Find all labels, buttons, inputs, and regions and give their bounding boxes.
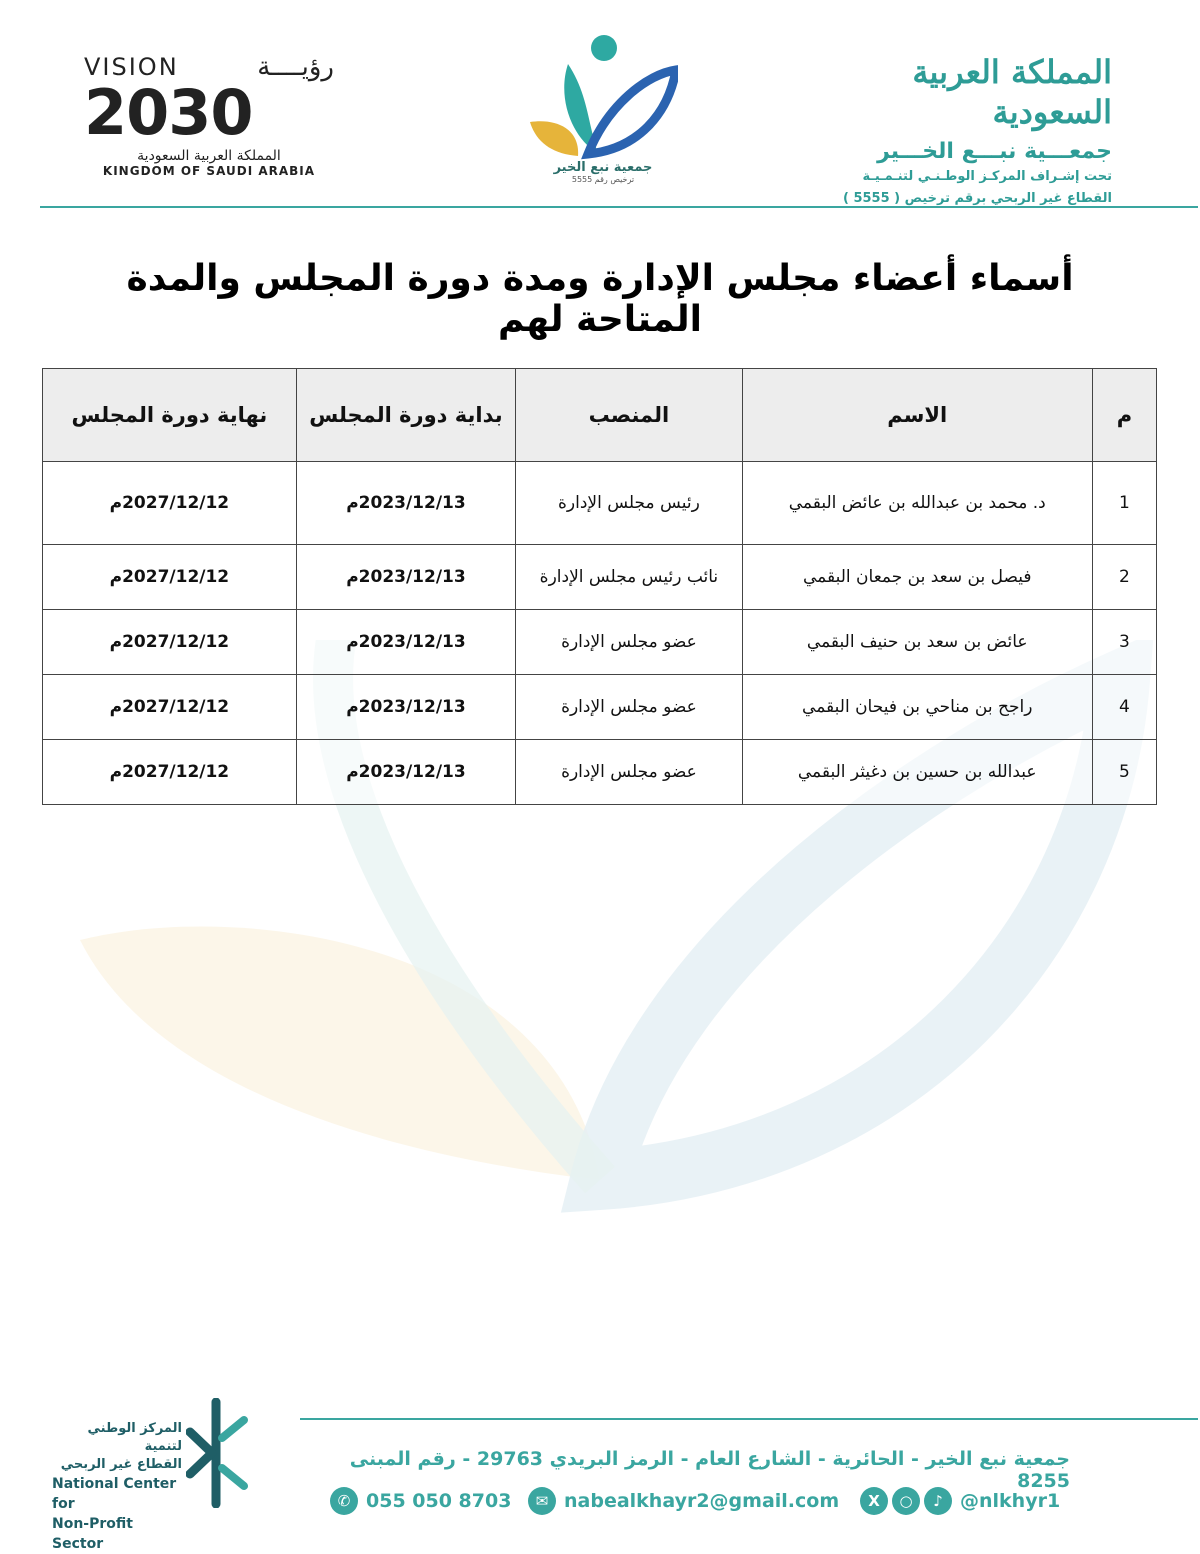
vision-year [84, 76, 334, 149]
header-name: الاسم [742, 369, 1092, 462]
license-line: القطاع غير الربحي برقم ترخيص ( 5555 ) [842, 191, 1112, 206]
table-row [43, 610, 1157, 675]
cell-name: عبدالله بن حسين بن دغيثر البقمي [742, 740, 1092, 805]
vision-en: VISION [84, 53, 179, 81]
cell-start: 2023/12/13م [296, 545, 515, 610]
cell-end: 2027/12/12م [43, 545, 297, 610]
vision-year-text: 2030 [84, 76, 253, 149]
cell-start: 2023/12/13م [296, 610, 515, 675]
social-contact[interactable] [860, 1484, 1060, 1518]
email-address: nabealkhayr2@gmail.com [564, 1490, 840, 1512]
table-row [43, 462, 1157, 545]
footer-address: جمعية نبع الخير - الحائرية - الشارع العام - الرمز البريدي 29763 - رقم المبنى 8255 [349, 1448, 1070, 1492]
tiktok-icon: ♪ [924, 1487, 952, 1515]
cell-position: نائب رئيس مجلس الإدارة [516, 545, 743, 610]
association-logo-caption [528, 160, 678, 184]
phone-contact[interactable] [330, 1484, 511, 1518]
cell-name: عائض بن سعد بن حنيف البقمي [742, 610, 1092, 675]
footer-contacts [330, 1484, 1075, 1518]
page-header [0, 0, 1200, 208]
association-name: جمعـــية نبـــع الخـــير [877, 139, 1112, 164]
cell-position: عضو مجلس الإدارة [516, 610, 743, 675]
cell-end: 2027/12/12م [43, 610, 297, 675]
cell-start: 2023/12/13م [296, 462, 515, 545]
cell-start: 2023/12/13م [296, 740, 515, 805]
header-end: نهاية دورة المجلس [43, 369, 297, 462]
header-num: م [1092, 369, 1156, 462]
cell-num: 4 [1092, 675, 1156, 740]
association-header-text [842, 52, 1112, 210]
cell-num: 2 [1092, 545, 1156, 610]
phone-number: 055 050 8703 [366, 1490, 512, 1512]
ncnp-logo-text [52, 1420, 182, 1554]
x-twitter-icon: X [860, 1487, 888, 1515]
cell-name: د. محمد بن عبدالله بن عائض البقمي [742, 462, 1092, 545]
cell-end: 2027/12/12م [43, 675, 297, 740]
header-position: المنصب [516, 369, 743, 462]
social-handle: @nlkhyr1 [960, 1490, 1061, 1512]
vision-kingdom-ar: المملكة العربية السعودية [137, 148, 281, 164]
logo-license: ترخيص رقم 5555 [571, 175, 635, 184]
header-divider [40, 206, 1198, 208]
logo-name: جمعية نبع الخير [553, 160, 653, 175]
table-row [43, 740, 1157, 805]
vision-ar: رؤيــــة [257, 52, 334, 82]
cell-position: عضو مجلس الإدارة [516, 740, 743, 805]
cell-start: 2023/12/13م [296, 675, 515, 740]
ncnp-logo-mark [186, 1398, 248, 1508]
cell-num: 1 [1092, 462, 1156, 545]
vision-2030-logo [84, 52, 334, 178]
email-icon: ✉ [528, 1487, 556, 1515]
cell-position: رئيس مجلس الإدارة [516, 462, 743, 545]
cell-num: 3 [1092, 610, 1156, 675]
table-row [43, 545, 1157, 610]
table-header-row [43, 369, 1157, 462]
supervision-line: تحت إشـراف المركـز الوطـنـي لتنـمـيـة [862, 169, 1112, 184]
cell-num: 5 [1092, 740, 1156, 805]
cell-end: 2027/12/12م [43, 462, 297, 545]
board-members-table [42, 368, 1157, 805]
whatsapp-icon: ✆ [330, 1487, 358, 1515]
ncnp-ar-line-2: القطاع غير الربحي [60, 1457, 182, 1472]
cell-position: عضو مجلس الإدارة [516, 675, 743, 740]
ncnp-en-line-2: Non-Profit Sector [52, 1516, 133, 1552]
snapchat-icon: ○ [892, 1487, 920, 1515]
vision-kingdom-en: KINGDOM OF SAUDI ARABIA [102, 164, 316, 178]
cell-name: فيصل بن سعد بن جمعان البقمي [742, 545, 1092, 610]
table-row [43, 675, 1157, 740]
cell-end: 2027/12/12م [43, 740, 297, 805]
kingdom-calligraphy: المملكة العربية السعودية [912, 53, 1112, 131]
cell-name: راجح بن مناحي بن فيحان البقمي [742, 675, 1092, 740]
email-contact[interactable] [528, 1484, 839, 1518]
header-start: بداية دورة المجلس [296, 369, 515, 462]
footer-divider [300, 1418, 1198, 1420]
ncnp-en-line-1: National Center for [52, 1476, 177, 1512]
page-title: أسماء أعضاء مجلس الإدارة ومدة دورة المجلس والمدة المتاحة لهم [126, 258, 1074, 340]
ncnp-ar-line-1: المركز الوطني لتنمية [87, 1421, 182, 1454]
